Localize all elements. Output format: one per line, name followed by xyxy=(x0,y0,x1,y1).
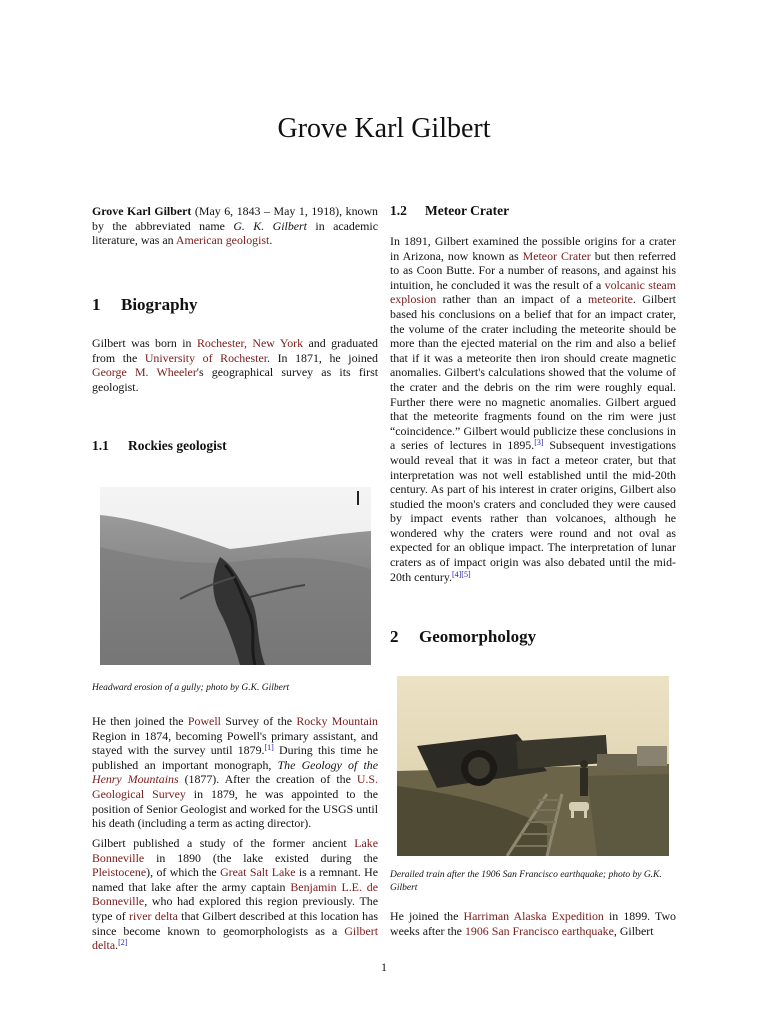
derailed-train-photo xyxy=(397,676,669,856)
link-powell[interactable]: Powell xyxy=(187,714,221,728)
gully-photo xyxy=(100,487,371,665)
link-rochester[interactable]: Rochester, New York xyxy=(196,336,304,350)
section-title: Geomorphology xyxy=(419,627,537,646)
gully-photo-caption: Headward erosion of a gully; photo by G.K. Gilbert xyxy=(92,683,290,693)
subsection-meteor-crater-heading xyxy=(390,203,509,219)
powell-paragraph: He then joined the Powell Survey of the Rocky Mountain Region in 1874, becoming Powell's primary assistant, and stayed with the survey until 1879.[1] During this time he published an important monograph, The Geology of the Henry Mountains (1877). After the creation of the U.S. Geological Survey in 1879, he was appointed to the position of Senior Geologist and worked for the USGS until his death (including a term as acting director). xyxy=(92,714,379,831)
intro-abbrev: G. K. Gilbert xyxy=(233,218,307,233)
section-number: 1 xyxy=(92,295,101,314)
link-lake-bonneville[interactable]: Lake Bonneville xyxy=(92,836,378,865)
bonneville-paragraph: Gilbert published a study of the former ancient Lake Bonneville in 1890 (the lake existed during the Pleistocene), of which the Great Salt Lake is a remnant. He named that lake after the army captain Benjamin L.E. de Bonneville, who had explored this region previously. The type of river delta that Gilbert described at this location has since become known to geomorphologists as a Gilbert delta.[2] xyxy=(92,836,379,953)
link-university-of-rochester[interactable]: University of Rochester xyxy=(144,350,268,365)
link-harriman-expedition[interactable]: Harriman Alaska Expedition xyxy=(463,909,604,923)
biography-paragraph: Gilbert was born in Rochester, New York and graduated from the University of Rochester. In 1871, he joined George M. Wheeler's geographical survey as its first geologist. xyxy=(92,336,378,394)
link-meteorite[interactable]: meteorite xyxy=(588,292,633,307)
citation-5[interactable]: [5] xyxy=(461,569,471,579)
citation-2[interactable]: [2] xyxy=(118,938,128,948)
link-pleistocene[interactable]: Pleistocene xyxy=(92,865,147,880)
link-great-salt-lake[interactable]: Great Salt Lake xyxy=(220,865,296,880)
link-gilbert-delta[interactable]: Gilbert delta xyxy=(92,923,378,953)
page-number: 1 xyxy=(381,960,387,974)
page-title: Grove Karl Gilbert xyxy=(277,113,491,144)
section-title: Biography xyxy=(121,295,198,314)
citation-4[interactable]: [4] xyxy=(451,569,462,579)
derailed-train-image xyxy=(397,676,669,856)
subsection-rockies-heading xyxy=(92,438,227,454)
subsection-title: Rockies geologist xyxy=(128,438,227,453)
link-volcanic-steam-explosion[interactable]: volcanic steam explosion xyxy=(390,277,677,307)
link-henry-mountains[interactable]: Henry Mountains xyxy=(92,772,179,787)
link-sf-earthquake[interactable]: 1906 San Francisco earthquake xyxy=(464,923,614,938)
link-george-wheeler[interactable]: George M. Wheeler xyxy=(92,365,197,380)
subsection-title: Meteor Crater xyxy=(425,203,510,218)
geomorphology-paragraph: He joined the Harriman Alaska Expedition in 1899. Two weeks after the 1906 San Francisco earthquake, Gilbert xyxy=(390,909,676,938)
subsection-number: 1.1 xyxy=(92,438,109,453)
intro-paragraph: Grove Karl Gilbert (May 6, 1843 – May 1, 1918), known by the abbreviated name G. K. Gilbert in academic literature, was an American geologist. xyxy=(92,204,378,248)
link-usgs[interactable]: U.S. Geological Survey xyxy=(92,772,378,801)
section-biography-heading xyxy=(92,295,198,315)
section-geomorphology-heading xyxy=(390,627,536,647)
citation-3[interactable]: [3] xyxy=(534,438,544,448)
link-american-geologist[interactable]: American geologist xyxy=(175,233,270,248)
link-rocky-mountain[interactable]: Rocky Mountain xyxy=(296,714,378,728)
meteor-crater-paragraph: In 1891, Gilbert examined the possible origins for a crater in Arizona, now known as Meteor Crater but then referred to as Coon Butte. For a number of reasons, and against his intuition, he concluded it was the result of a volcanic steam explosion rather than an impact of a meteorite. Gilbert based his conclusions on a belief that for an impact crater, the volume of the crater including the meteorite should be more than the ejected material on the rim and also a belief that if it was a meteorite then iron should create magnetic anomalies. Gilbert's calculations showed that the volume of the crater and the debris on the rim were roughly equal. Further there were no magnetic anomalies. Gilbert argued that the meteorite fragments found on the rim were just “coincidence.” Gilbert would publicize these conclusions in a series of lectures in 1895.[3] Subsequent investigations would reveal that it was in fact a meteor crater, but that interpretation was not well established until the mid-20th century. As part of his interest in crater origins, Gilbert also studied the moon's craters and concluded they were caused by impact events rather than volcanoes, although he wondered why the craters were round and not oval as expected for an oblique impact. The interpretation of lunar craters as of impact origin was also debated until the mid-20th century.[4][5] xyxy=(390,234,677,584)
link-meteor-crater[interactable]: Meteor Crater xyxy=(522,248,591,263)
intro-name: Grove Karl Gilbert xyxy=(92,204,192,218)
section-number: 2 xyxy=(390,627,399,646)
citation-1[interactable]: [1] xyxy=(264,743,274,753)
derailed-train-caption: Derailed train after the 1906 San Francisco earthquake; photo by G.K. Gilbert xyxy=(390,870,662,893)
gully-photo-image xyxy=(100,487,371,665)
subsection-number: 1.2 xyxy=(390,203,407,218)
link-benjamin-bonneville[interactable]: Benjamin L.E. de Bonneville xyxy=(92,879,378,909)
link-river-delta[interactable]: river delta xyxy=(129,908,178,923)
